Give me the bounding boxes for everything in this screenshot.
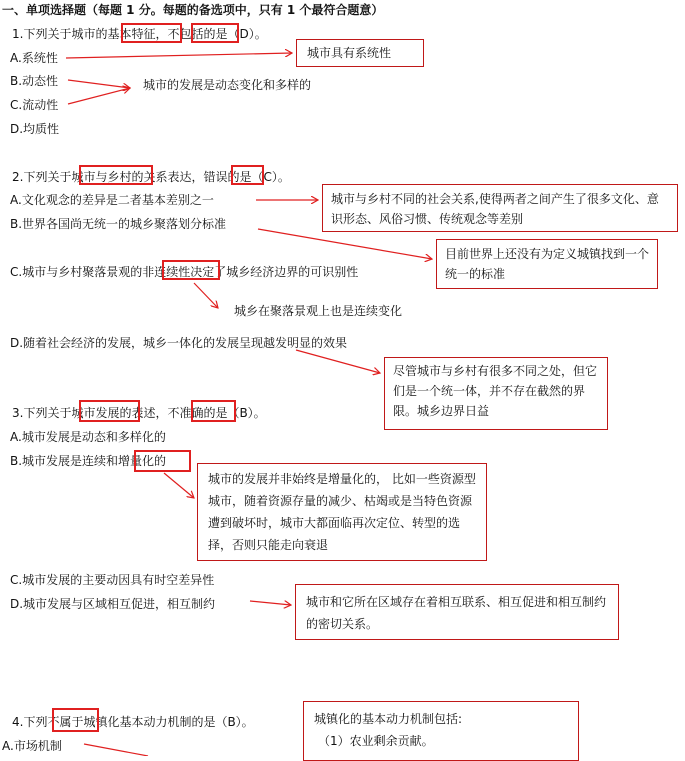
q1-note-bc: 城市的发展是动态变化和多样的 <box>143 78 312 92</box>
q4-note-item-1: （1）农业剩余贡献。 <box>318 734 434 748</box>
q2-note-c: 城乡在聚落景观上也是连续变化 <box>234 304 403 318</box>
q1-option-c: C.流动性 <box>10 98 59 112</box>
q3-note-d: 城市和它所在区域存在着相互联系、相互促进和相互制约的密切关系。 <box>295 584 619 640</box>
arrow-q1-c <box>68 88 130 104</box>
arrow-q2-c <box>194 283 218 308</box>
q1-option-b: B.动态性 <box>10 74 59 88</box>
q3-option-c: C.城市发展的主要动因具有时空差异性 <box>10 573 215 587</box>
q1-stem: 1.下列关于城市的基本特征，不包括的是（D）。 <box>12 27 267 41</box>
arrow-q2-b <box>258 229 432 259</box>
section-header: 一、单项选择题（每题 1 分。每题的备选项中，只有 1 个最符合题意） <box>2 3 384 17</box>
q2-option-d: D.随着社会经济的发展，城乡一体化的发展呈现越发明显的效果 <box>10 336 348 350</box>
q1-option-d: D.均质性 <box>10 122 60 136</box>
q2-note-d: 尽管城市与乡村有很多不同之处，但它们是一个统一体，并不存在截然的界限。城乡边界日益 <box>384 357 608 430</box>
arrow-q1-a <box>66 53 292 58</box>
q4-option-a: A.市场机制 <box>2 739 62 753</box>
q2-note-b: 目前世界上还没有为定义城镇找到一个统一的标准 <box>436 239 658 289</box>
q1-note-a: 城市具有系统性 <box>296 39 424 67</box>
q2-option-b: B.世界各国尚无统一的城乡聚落划分标准 <box>10 217 227 231</box>
q1-option-a: A.系统性 <box>10 51 58 65</box>
q3-option-b: B.城市发展是连续和增量化的 <box>10 454 167 468</box>
arrow-q3-d <box>250 601 291 605</box>
q3-option-d: D.城市发展与区域相互促进，相互制约 <box>10 597 216 611</box>
q2-stem: 2.下列关于城市与乡村的关系表达，错误的是（C）。 <box>12 170 290 184</box>
arrow-q1-b <box>68 80 130 88</box>
q2-option-c: C.城市与乡村聚落景观的非连续性决定了城乡经济边界的可识别性 <box>10 265 359 279</box>
q3-stem: 3.下列关于城市发展的表述，不准确的是（B）。 <box>12 406 266 420</box>
q2-option-a: A.文化观念的差异是二者基本差别之一 <box>10 193 214 207</box>
q2-note-a: 城市与乡村不同的社会关系,使得两者之间产生了很多文化、意识形态、风俗习惯、传统观念等差别 <box>322 184 678 232</box>
arrow-q3-b <box>164 473 194 498</box>
arrow-q2-d <box>296 350 380 373</box>
arrow-q4-a <box>84 744 148 756</box>
q3-note-b: 城市的发展并非始终是增量化的， 比如一些资源型城市，随着资源存量的减少、枯竭或是当特色资源遭到破坏时，城市大都面临再次定位、转型的选择，否则只能走向衰退 <box>197 463 487 561</box>
q3-option-a: A.城市发展是动态和多样化的 <box>10 430 166 444</box>
q4-note-title: 城镇化的基本动力机制包括: <box>314 712 463 726</box>
q4-stem: 4.下列不属于城镇化基本动力机制的是（B）。 <box>12 715 254 729</box>
